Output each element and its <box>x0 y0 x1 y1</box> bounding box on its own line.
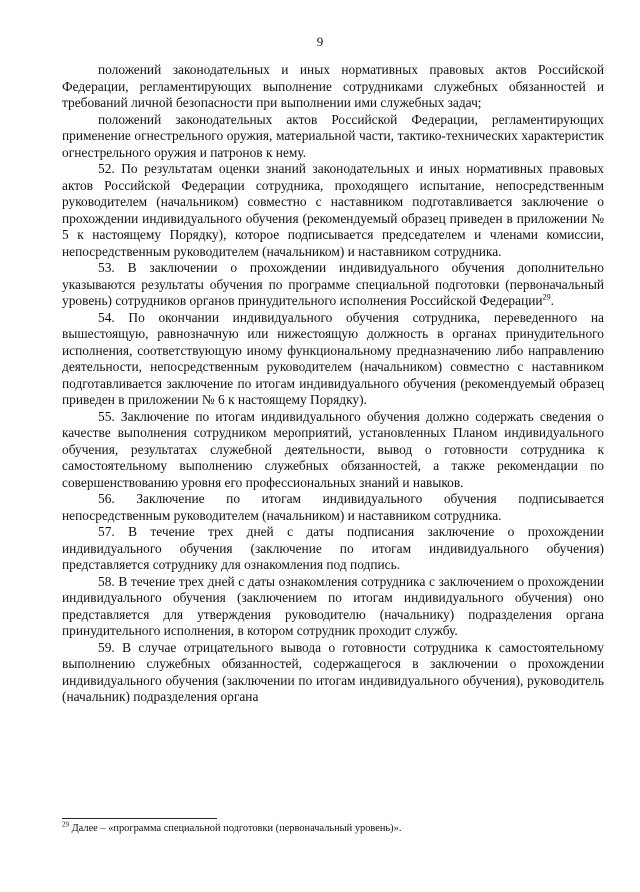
footnote-mark: 29 <box>62 820 69 829</box>
footnote-reference[interactable]: 29 <box>542 292 551 302</box>
footnote <box>62 822 604 835</box>
paragraph-number: 59. <box>98 639 115 655</box>
paragraph-56 <box>62 491 604 524</box>
document-body <box>62 62 604 706</box>
paragraph-55 <box>62 409 604 492</box>
paragraph-number: 52. <box>98 161 115 176</box>
paragraph-53 <box>62 260 604 310</box>
paragraph-number: 55. <box>98 408 115 424</box>
paragraph-text: положений законодательных актов Российской Федерации, регламентирующих применение огнестрельного оружия, материальной части, тактико-технических характеристик огнестрельного оружия и патронов к нему. <box>62 111 604 160</box>
paragraph-text: По окончании индивидуального обучения сотрудника, переведенного на вышестоящую, равнозначную или нижестоящую должность в органах принудительного исполнения, соответствующую иному функциональному предназначению либо направлению деятельности, непосредственным руководителем (начальником) совместно с наставником подготавливается заключение по итогам индивидуального обучения (рекомендуемый образец приведен в приложении № 6 к настоящему Порядку). <box>62 309 604 407</box>
paragraph-57 <box>62 524 604 574</box>
paragraph-number: 58. <box>98 573 115 589</box>
paragraph-intro-2 <box>62 112 604 162</box>
footnote-divider <box>62 818 217 819</box>
paragraph-54 <box>62 310 604 409</box>
paragraph-text: В случае отрицательного вывода о готовности сотрудника к самостоятельному выполнению служебных обязанностей, содержащегося в заключении о прохождении индивидуального обучения (заключении по итогам индивидуального обучения), руководитель (начальник) подразделения органа <box>62 639 604 704</box>
paragraph-intro-1 <box>62 62 604 112</box>
page-number: 9 <box>316 34 324 49</box>
paragraph-number: 57. <box>98 524 115 539</box>
paragraph-number: 54. <box>98 309 115 325</box>
paragraph-58 <box>62 574 604 640</box>
paragraph-text: В течение трех дней с даты подписания заключение о прохождении индивидуального обучения (заключение по итогам индивидуального обучения) представляется сотруднику для ознакомления под подпись. <box>62 524 604 572</box>
paragraph-number: 53. <box>98 260 115 275</box>
paragraph-text: В течение трех дней с даты ознакомления сотрудника с заключением о прохождении индивидуального обучения (заключением по итогам индивидуального обучения) оно представляется для утверждения руководителю (начальнику) подразделения органа принудительного исполнения, в котором сотрудник проходит службу. <box>62 573 604 638</box>
paragraph-text: Заключение по итогам индивидуального обучения подписывается непосредственным руководителем (начальником) и наставником сотрудника. <box>62 491 604 523</box>
footnote-text: Далее – «программа специальной подготовки (первоначальный уровень)». <box>69 823 402 834</box>
paragraph-number: 56. <box>98 491 115 506</box>
paragraph-52 <box>62 161 604 260</box>
paragraph-text: положений законодательных и иных нормативных правовых актов Российской Федерации, регламентирующих выполнение сотрудниками служебных обязанностей и требований личной безопасности при выполнении ими служебных задач; <box>62 62 604 110</box>
paragraph-text: В заключении о прохождении индивидуального обучения дополнительно указываются результаты обучения по программе специальной подготовки (первоначальный уровень) сотрудников органов принудительного исполнения Российской Федерации <box>62 260 604 308</box>
paragraph-text: По результатам оценки знаний законодательных и иных нормативных правовых актов Российской Федерации сотрудника, проходящего испытание, непосредственным руководителем (начальником) совместно с наставником подготавливается заключение о прохождении индивидуального обучения (рекомендуемый образец приведен в приложении № 5 к настоящему Порядку), которое подписывается председателем и членами комиссии, непосредственным руководителем (начальником) и наставником сотрудника. <box>62 161 604 259</box>
paragraph-tail: . <box>550 293 554 308</box>
paragraph-text: Заключение по итогам индивидуального обучения должно содержать сведения о качестве выполнения сотрудником мероприятий, установленных Планом индивидуального обучения, результатах служебной деятельности, вывод о готовности сотрудника к самостоятельному выполнению служебных обязанностей, а также рекомендации по совершенствованию уровня его профессиональных знаний и навыков. <box>62 408 604 490</box>
paragraph-59 <box>62 640 604 706</box>
